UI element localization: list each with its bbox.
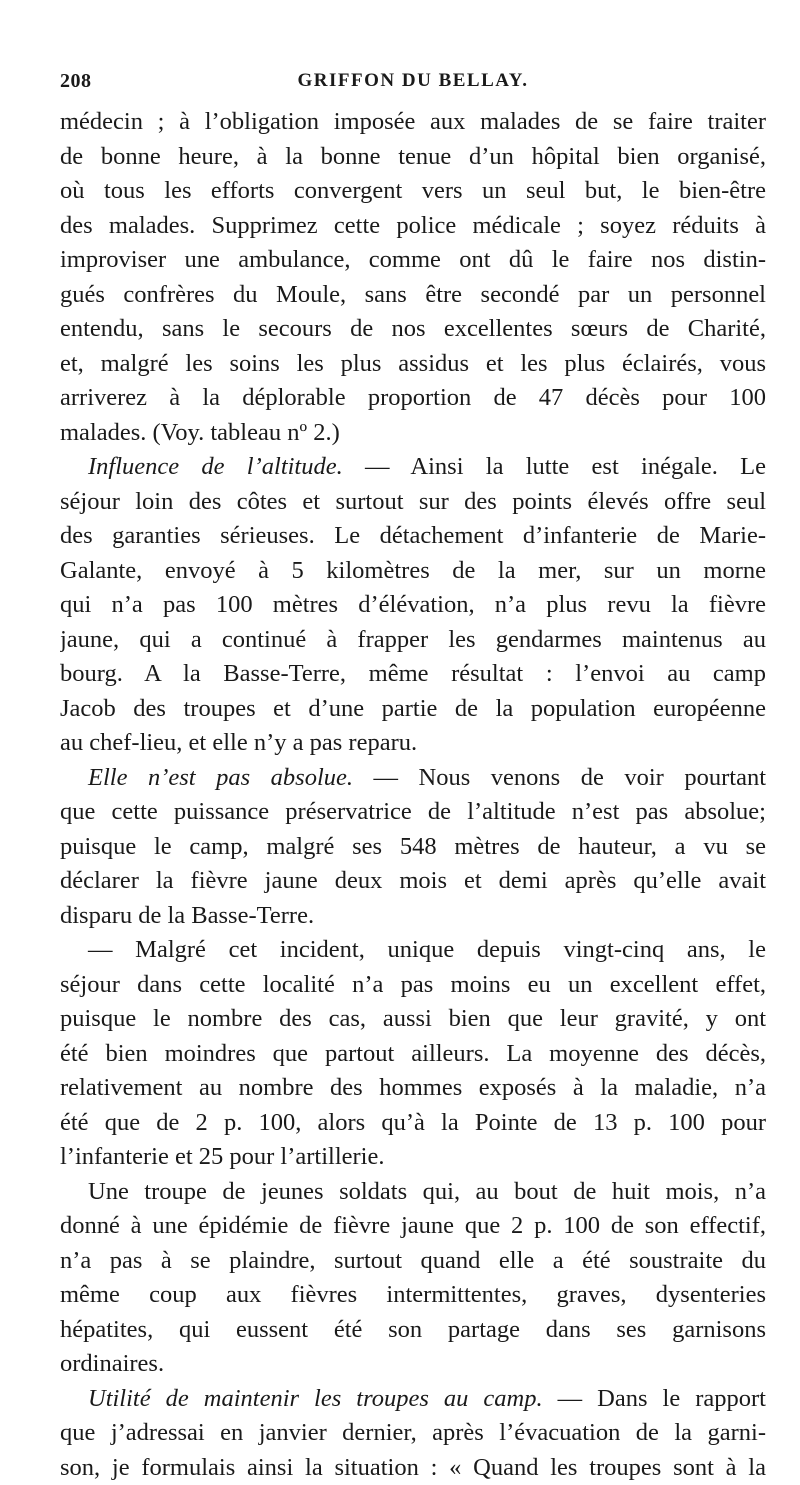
text-segment: même coup aux fièvres intermittentes, graves, dysenteries	[60, 1281, 766, 1308]
italic-heading: Elle n’est pas absolue.	[88, 764, 353, 791]
text-line	[60, 1347, 766, 1382]
text-segment: puisque le nombre des cas, aussi bien que leur gravité, y ont	[60, 1005, 766, 1032]
text-line	[60, 726, 766, 761]
page-header	[60, 70, 766, 100]
text-line	[60, 588, 766, 623]
text-segment: donné à une épidémie de fièvre jaune que 2 p. 100 de son effectif,	[60, 1212, 766, 1239]
text-segment: gués confrères du Moule, sans être secondé par un personnel	[60, 281, 766, 308]
text-segment: arriverez à la déplorable proportion de 47 décès pour 100	[60, 384, 766, 411]
text-segment: jaune, qui a continué à frapper les gendarmes maintenus au	[60, 626, 766, 653]
text-line	[60, 450, 766, 485]
text-segment: au chef-lieu, et elle n’y a pas reparu.	[60, 729, 417, 756]
text-segment: qui n’a pas 100 mètres d’élévation, n’a plus revu la fièvre	[60, 591, 766, 618]
text-line	[60, 899, 766, 934]
text-line	[60, 761, 766, 796]
text-segment: improviser une ambulance, comme ont dû le faire nos distin-	[60, 246, 766, 273]
text-segment: et, malgré les soins les plus assidus et les plus éclairés, vous	[60, 350, 766, 377]
text-line	[60, 347, 766, 382]
text-line	[60, 968, 766, 1003]
text-segment: déclarer la fièvre jaune deux mois et demi après qu’elle avait	[60, 867, 766, 894]
text-segment: disparu de la Basse-Terre.	[60, 902, 314, 929]
text-line	[60, 1244, 766, 1279]
text-line	[60, 864, 766, 899]
text-line	[60, 830, 766, 865]
text-line	[60, 312, 766, 347]
text-line	[60, 623, 766, 658]
text-line	[60, 1175, 766, 1210]
text-segment: où tous les efforts convergent vers un seul but, le bien-être	[60, 177, 766, 204]
text-line	[60, 933, 766, 968]
page-number: 208	[60, 70, 92, 93]
text-segment: Galante, envoyé à 5 kilomètres de la mer, sur un morne	[60, 557, 766, 584]
text-segment: médecin ; à l’obligation imposée aux malades de se faire traiter	[60, 108, 766, 135]
text-segment: — Ainsi la lutte est inégale. Le	[343, 453, 766, 480]
text-line	[60, 554, 766, 589]
text-line	[60, 692, 766, 727]
text-segment: été bien moindres que partout ailleurs. La moyenne des décès,	[60, 1040, 766, 1067]
text-segment: de bonne heure, à la bonne tenue d’un hôpital bien organisé,	[60, 143, 766, 170]
text-line	[60, 1451, 766, 1485]
text-line	[60, 1106, 766, 1141]
text-segment: Jacob des troupes et d’une partie de la population européenne	[60, 695, 766, 722]
text-line	[60, 519, 766, 554]
text-segment: n’a pas à se plaindre, surtout quand elle a été soustraite du	[60, 1247, 766, 1274]
text-line	[60, 1002, 766, 1037]
text-line	[60, 795, 766, 830]
text-segment: relativement au nombre des hommes exposés à la maladie, n’a	[60, 1074, 766, 1101]
text-segment: entendu, sans le secours de nos excellentes sœurs de Charité,	[60, 315, 766, 342]
text-segment: que cette puissance préservatrice de l’altitude n’est pas absolue;	[60, 798, 766, 825]
text-line	[60, 1209, 766, 1244]
text-segment: été que de 2 p. 100, alors qu’à la Pointe de 13 p. 100 pour	[60, 1109, 766, 1136]
text-segment: Une troupe de jeunes soldats qui, au bout de huit mois, n’a	[88, 1178, 766, 1205]
text-line	[60, 1071, 766, 1106]
text-line	[60, 1313, 766, 1348]
text-line	[60, 105, 766, 140]
text-segment: séjour dans cette localité n’a pas moins eu un excellent effet,	[60, 971, 766, 998]
text-segment: séjour loin des côtes et surtout sur des points élevés offre seul	[60, 488, 766, 515]
text-line	[60, 381, 766, 416]
text-line	[60, 140, 766, 175]
text-segment: des garanties sérieuses. Le détachement d’infanterie de Marie-	[60, 522, 766, 549]
body-text	[60, 105, 766, 1485]
running-head: GRIFFON DU BELLAY.	[60, 70, 766, 92]
text-line	[60, 1416, 766, 1451]
text-segment: bourg. A la Basse-Terre, même résultat : l’envoi au camp	[60, 660, 766, 687]
italic-heading: Influence de l’altitude.	[88, 453, 343, 480]
text-segment: — Malgré cet incident, unique depuis vingt-cinq ans, le	[88, 936, 766, 963]
text-segment: hépatites, qui eussent été son partage dans ses garnisons	[60, 1316, 766, 1343]
text-line	[60, 243, 766, 278]
text-line	[60, 1037, 766, 1072]
italic-heading: Utilité de maintenir les troupes au camp.	[88, 1385, 543, 1412]
text-line	[60, 174, 766, 209]
text-segment: l’infanterie et 25 pour l’artillerie.	[60, 1143, 384, 1170]
text-segment: puisque le camp, malgré ses 548 mètres de hauteur, a vu se	[60, 833, 766, 860]
text-line	[60, 1140, 766, 1175]
text-line	[60, 657, 766, 692]
text-line	[60, 209, 766, 244]
text-line	[60, 485, 766, 520]
text-segment: son, je formulais ainsi la situation : « Quand les troupes sont à la	[60, 1454, 766, 1481]
text-line	[60, 278, 766, 313]
text-segment: que j’adressai en janvier dernier, après l’évacuation de la garni-	[60, 1419, 766, 1446]
text-line	[60, 1278, 766, 1313]
text-segment: malades. (Voy. tableau nº 2.)	[60, 419, 340, 446]
text-segment: des malades. Supprimez cette police médicale ; soyez réduits à	[60, 212, 766, 239]
text-line	[60, 1382, 766, 1417]
text-line	[60, 416, 766, 451]
text-segment: — Dans le rapport	[543, 1385, 766, 1412]
text-segment: ordinaires.	[60, 1350, 164, 1377]
text-segment: — Nous venons de voir pourtant	[353, 764, 766, 791]
